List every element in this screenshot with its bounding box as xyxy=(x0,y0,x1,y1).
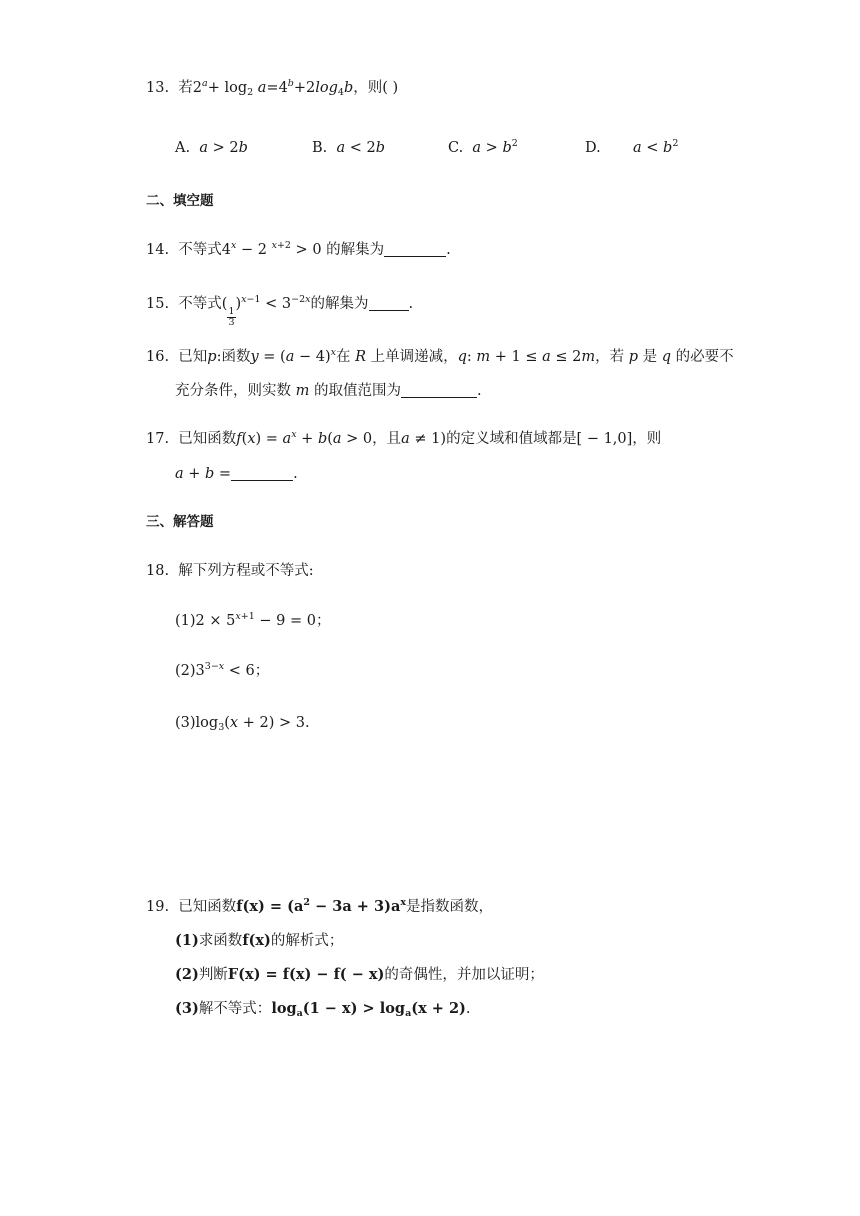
question-18-item-2: $(2)3^{3-x} < 6$； xyxy=(175,661,270,679)
option-d: D. $a < b^2$ xyxy=(585,138,679,156)
question-number: 13. xyxy=(146,80,170,96)
question-16-line2: 充分条件，则实数 m 的取值范围为 . xyxy=(175,383,482,399)
question-18-item-1: $(1)2 \times 5^{x+1} - 9 = 0$； xyxy=(175,611,331,629)
question-17: 17. 已知函数$f(x) = a^x + b(a > 0$，且a ≠ 1)的定义域和值域都是[ − 1,0]，则 xyxy=(146,429,662,447)
question-19-item-2: (2)判断F(x) = f(x) − f( − x)的奇偶性，并加以证明； xyxy=(175,966,544,983)
question-17-line2: a + b = . xyxy=(175,466,298,482)
section-title: 三、解答题 xyxy=(146,514,214,530)
question-19-item-1: (1)求函数f(x)的解析式； xyxy=(175,932,344,949)
option-b: B. a < 2b xyxy=(312,140,386,156)
question-15: 15. 不等式( $\frac{1}{3}$ )$^{x-1} < 3^{-2x}$的解集为 . xyxy=(146,294,414,328)
question-18: 18. 解下列方程或不等式: xyxy=(146,563,314,579)
answer-blank[interactable] xyxy=(384,242,446,257)
answer-blank[interactable] xyxy=(231,466,293,481)
question-18-item-3: $(3)\log_3(x + 2) > 3$. xyxy=(175,715,310,733)
question-19: 19. 已知函数$f(x) = (a^2 - 3a + 3)a^x$是指数函数， xyxy=(146,897,494,915)
answer-blank[interactable] xyxy=(369,296,409,311)
question-16: 16. 已知p:函数$y = (a - 4)^x$在 R 上单调递减，q: m + 1 ≤ a ≤ 2m，若 p 是 q 的必要不 xyxy=(146,347,734,365)
question-13: 13. 若$2^a+ \log_2 a=4^b+2\log_4b$，则( ) xyxy=(146,78,399,98)
section-title: 二、填空题 xyxy=(146,193,214,209)
question-19-item-3: (3)解不等式：$\log_a(1 - x) > \log_a(x + 2)$. xyxy=(175,1000,471,1019)
option-c: C. $a > b^2$ xyxy=(448,138,518,156)
question-14: 14. 不等式$4^x - 2$ $^{x+2}$ > 0 的解集为 . xyxy=(146,240,451,258)
option-a: A. a > 2b xyxy=(175,140,248,156)
q13-equation: $2^a+ \log_2 a=4^b+2\log_4b$ xyxy=(192,78,354,98)
answer-blank[interactable] xyxy=(401,383,477,398)
